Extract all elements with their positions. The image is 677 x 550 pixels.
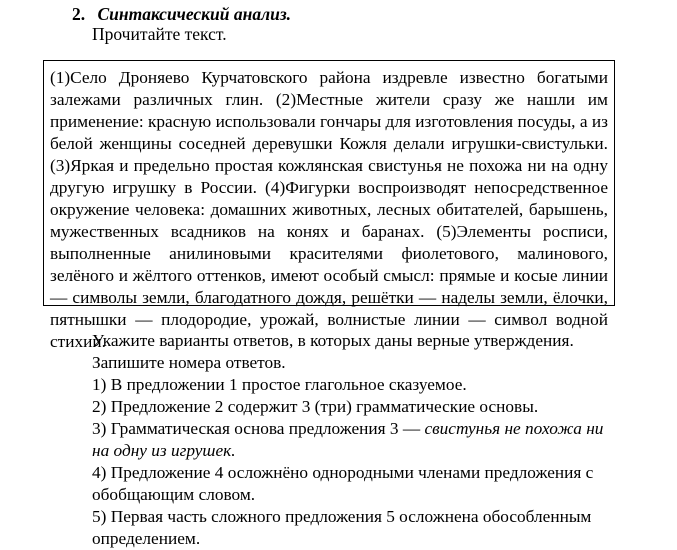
read-instruction: Прочитайте текст. <box>92 24 227 44</box>
section-title: Синтаксический анализ. <box>97 4 292 24</box>
answer-option-2: 2) Предложение 2 содержит 3 (три) грамматические основы. <box>92 397 539 416</box>
passage-text: (1)Село Дроняево Курчатовского района издревле известно богатыми залежами различных глин. (2)Местные жители сразу же нашли им применение: красную использовали гончары для изготовления посуды, а из белой женщины соседней деревушки Кожля делали игрушки-свистульки. (3)Яркая и предельно простая кожлянская свистунья не похожа ни на одну другую игрушку в России. (4)Фигурки воспроизводят непосредственное окружение человека: домашних животных, лесных обитателей, барышень, мужественных всадников на конях и баранах. (5)Элементы росписи, выполненные анилиновыми красителями фиолетового, малинового, зелёного и жёлтого оттенков, имеют особый смысл: прямые и косые линии — символы земли, благодатного дождя, решётки — наделы земли, ёлочки, пятнышки — плодородие, урожай, волнистые линии — символ водной стихии. <box>50 68 608 351</box>
answer-option-3-quote: свистунья не похожа ни на одну из игрушек. <box>92 419 604 460</box>
answer-option-4: 4) Предложение 4 осложнёно однородными членами предложения с обобщающим словом. <box>92 463 594 504</box>
answer-option-5: 5) Первая часть сложного предложения 5 осложнена обособленным определением. <box>92 507 592 548</box>
answer-option-1: 1) В предложении 1 простое глагольное сказуемое. <box>92 375 467 394</box>
answer-option-3-text: 3) Грамматическая основа предложения 3 — <box>92 419 425 438</box>
answer-option-3 <box>92 418 622 462</box>
task-block <box>92 330 622 550</box>
section-heading <box>72 3 291 25</box>
section-number: 2. <box>72 4 86 24</box>
task-prompt-secondary: Запишите номера ответов. <box>92 353 286 372</box>
task-prompt: Укажите варианты ответов, в которых даны верные утверждения. <box>92 331 574 350</box>
